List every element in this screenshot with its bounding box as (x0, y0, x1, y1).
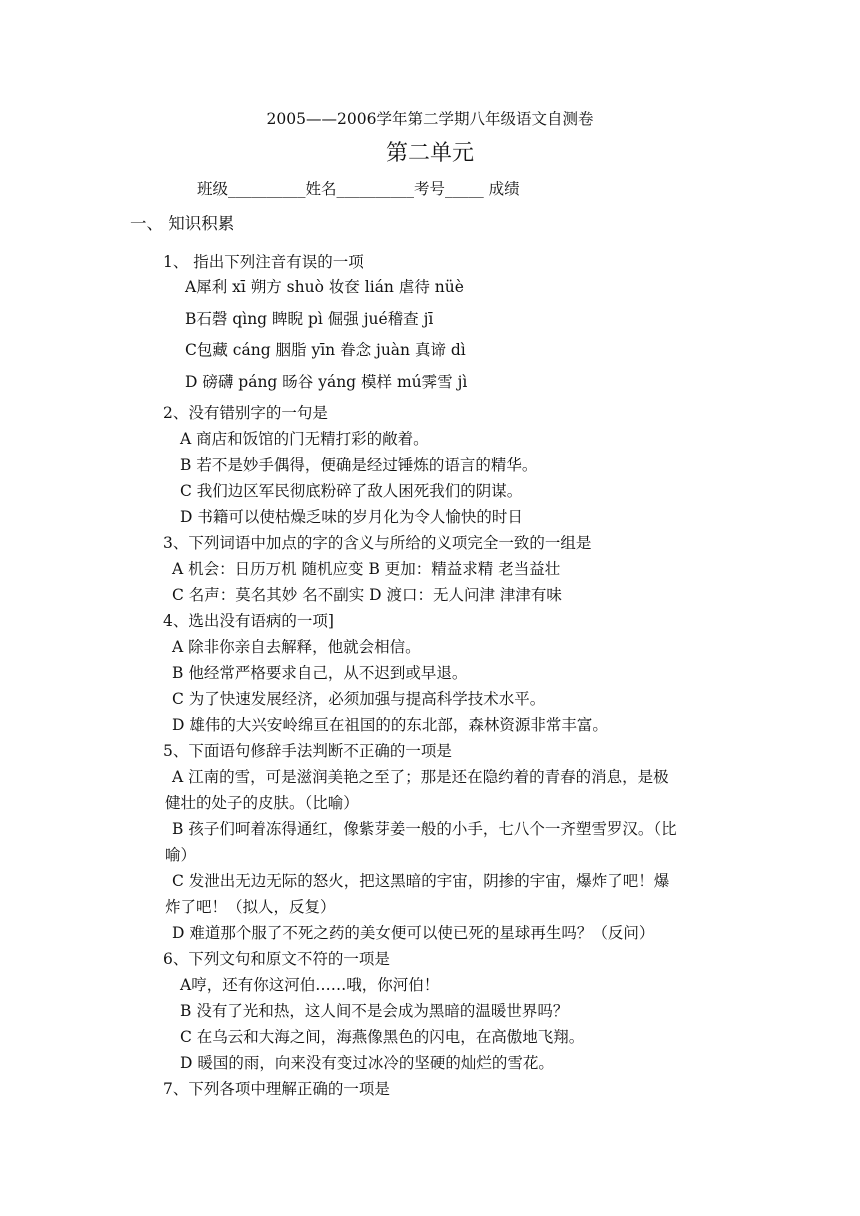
question-1-option-a: A犀利 xī 朔方 shuò 妆奁 lián 虐待 nüè (185, 278, 464, 296)
exam-title: 2005——2006学年第二学期八年级语文自测卷 (266, 110, 594, 128)
question-6-option-d: D 暖国的雨，向来没有变过冰冷的坚硬的灿烂的雪花。 (180, 1054, 554, 1072)
question-5-option-b-line-2: 喻） (165, 846, 197, 864)
question-6-option-c: C 在乌云和大海之间，海燕像黑色的闪电，在高傲地飞翔。 (180, 1028, 585, 1046)
question-5-stem: 5、下面语句修辞手法判断不正确的一项是 (163, 742, 452, 760)
question-1-option-b: B石磬 qìng 睥睨 pì 倔强 jué稽查 jī (185, 310, 434, 328)
question-6-option-b: B 没有了光和热，这人间不是会成为黑暗的温暖世界吗？ (180, 1002, 569, 1020)
question-5-option-a-line-2: 健壮的处子的皮肤。（比喻） (165, 794, 359, 812)
question-6-stem: 6、下列文句和原文不符的一项是 (163, 950, 390, 968)
question-2-option-d: D 书籍可以使枯燥乏味的岁月化为令人愉快的时日 (180, 508, 523, 526)
question-2-option-b: B 若不是妙手偶得，便确是经过锤炼的语言的精华。 (180, 456, 538, 474)
question-5-option-b-line-1: B 孩子们呵着冻得通红，像紫芽姜一般的小手，七八个一齐塑雪罗汉。（比 (172, 820, 677, 838)
question-5-option-a-line-1: A 江南的雪，可是滋润美艳之至了；那是还在隐约着的青春的消息，是极 (172, 768, 669, 786)
question-3-options-row-2: C 名声：莫名其妙 名不副实 D 渡口：无人问津 津津有味 (172, 586, 562, 604)
question-6-option-a: A哼，还有你这河伯……哦，你河伯！ (180, 976, 440, 994)
question-4-option-d: D 雄伟的大兴安岭绵亘在祖国的的东北部，森林资源非常丰富。 (172, 716, 608, 734)
question-1-option-c: C包藏 cáng 胭脂 yīn 眷念 juàn 真谛 dì (185, 341, 466, 359)
question-4-stem: 4、选出没有语病的一项] (163, 612, 334, 630)
section-title: 一、 知识积累 (130, 214, 235, 233)
question-1-option-d: D 磅礴 páng 旸谷 yáng 模样 mú霁雪 jì (185, 373, 468, 391)
question-1-stem: 1、 指出下列注音有误的一项 (163, 253, 364, 271)
question-5-option-d: D 难道那个服了不死之药的美女便可以使已死的星球再生吗？（反问） (172, 924, 655, 942)
unit-title: 第二单元 (385, 141, 474, 166)
question-5-option-c-line-1: C 发泄出无边无际的怒火，把这黑暗的宇宙，阴掺的宇宙，爆炸了吧！爆 (172, 872, 670, 890)
question-5-option-c-line-2: 炸了吧！（拟人，反复） (165, 898, 336, 916)
question-7-stem: 7、下列各项中理解正确的一项是 (163, 1080, 390, 1098)
question-4-option-c: C 为了快速发展经济，必须加强与提高科学技术水平。 (172, 690, 546, 708)
question-2-option-a: A 商店和饭馆的门无精打彩的敞着。 (180, 430, 429, 448)
question-4-option-b: B 他经常严格要求自己，从不迟到或早退。 (172, 664, 468, 682)
question-2-option-c: C 我们边区军民彻底粉碎了敌人困死我们的阴谋。 (180, 482, 523, 500)
question-3-options-row-1: A 机会：日历万机 随机应变 B 更加：精益求精 老当益壮 (172, 560, 561, 578)
student-info-line: 班级__________姓名__________考号_____ 成绩 (197, 180, 520, 198)
question-3-stem: 3、下列词语中加点的字的含义与所给的义项完全一致的一组是 (163, 534, 592, 552)
question-2-stem: 2、没有错别字的一句是 (163, 404, 328, 422)
question-4-option-a: A 除非你亲自去解释，他就会相信。 (172, 638, 421, 656)
